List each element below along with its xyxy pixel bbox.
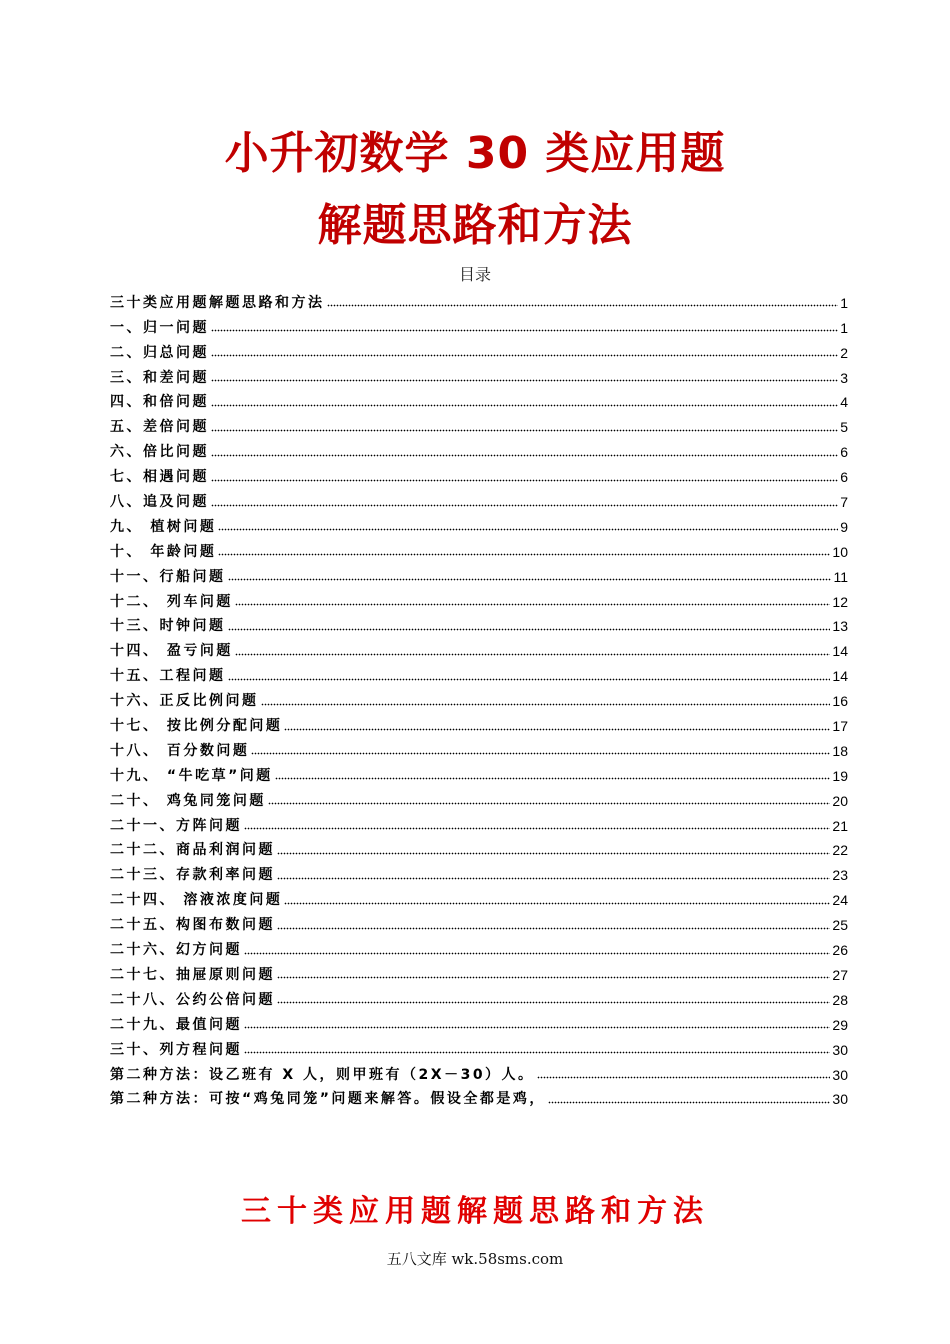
toc-entry-page: 22 [832,842,848,859]
toc-entry[interactable] [110,785,848,810]
toc-entry-label: 三十类应用题解题思路和方法 [110,294,325,311]
toc-entry-label: 二十四、 溶液浓度问题 [110,892,283,909]
toc-entry[interactable] [110,735,848,760]
toc-entry[interactable] [110,934,848,959]
toc-entry-label: 五、差倍问题 [110,419,209,436]
toc-dot-leader [218,553,830,557]
toc-entry-page: 16 [832,693,848,710]
toc-entry-page: 18 [832,742,848,759]
toc-entry-page: 12 [832,593,848,610]
toc-entry-page: 20 [832,792,848,809]
toc-entry[interactable] [110,561,848,586]
document-title-line1: 小升初数学 30 类应用题 [224,128,726,179]
toc-entry[interactable] [110,1059,848,1084]
toc-entry-label: 二十三、存款利率问题 [110,867,275,884]
toc-dot-leader [277,851,830,855]
toc-entry[interactable] [110,337,848,362]
document-title-line2: 解题思路和方法 [317,200,633,251]
toc-entry-label: 十二、 列车问题 [110,593,233,610]
toc-entry-label: 十七、 按比例分配问题 [110,718,283,735]
toc-entry-page: 24 [832,892,848,909]
toc-entry[interactable] [110,909,848,934]
toc-dot-leader [228,627,831,631]
toc-entry[interactable] [110,486,848,511]
toc-entry-page: 19 [832,767,848,784]
toc-entry[interactable] [110,287,848,312]
toc-dot-leader [244,1051,830,1055]
toc-dot-leader [537,1076,831,1080]
toc-dot-leader [244,827,830,831]
toc-entry[interactable] [110,436,848,461]
toc-entry-label: 十六、正反比例问题 [110,693,259,710]
toc-entry-page: 13 [832,618,848,635]
toc-entry-page: 10 [832,543,848,560]
toc-dot-leader [211,503,838,507]
toc-entry[interactable] [110,810,848,835]
toc-entry-label: 第二种方法：可按“鸡兔同笼”问题来解答。假设全都是鸡， [110,1091,546,1108]
toc-entry-page: 5 [840,419,848,436]
toc-dot-leader [284,727,830,731]
toc-dot-leader [211,354,838,358]
toc-entry-page: 3 [840,369,848,386]
toc-entry-page: 11 [833,568,848,585]
toc-entry[interactable] [110,660,848,685]
toc-entry[interactable] [110,884,848,909]
toc-entry-label: 六、倍比问题 [110,444,209,461]
toc-entry-page: 7 [840,494,848,511]
toc-entry-label: 二十九、最值问题 [110,1016,242,1033]
section-title: 三十类应用题解题思路和方法 [241,1194,709,1229]
toc-entry[interactable] [110,586,848,611]
toc-dot-leader [211,403,838,407]
toc-entry[interactable] [110,984,848,1009]
toc-entry[interactable] [110,685,848,710]
toc-dot-leader [277,876,830,880]
toc-entry-page: 2 [840,344,848,361]
toc-dot-leader [211,428,838,432]
toc-entry-page: 30 [832,1066,848,1083]
toc-entry[interactable] [110,1084,848,1109]
toc-entry-page: 30 [832,1091,848,1108]
toc-dot-leader [284,901,830,905]
toc-entry[interactable] [110,362,848,387]
toc-dot-leader [235,652,831,656]
toc-entry-label: 十三、时钟问题 [110,618,226,635]
toc-entry-page: 28 [832,991,848,1008]
toc-entry-label: 第二种方法：设乙班有 X 人，则甲班有（2X－30）人。 [110,1066,535,1083]
toc-entry-label: 十九、 “牛吃草”问题 [110,767,273,784]
toc-entry-label: 二十八、公约公倍问题 [110,991,275,1008]
toc-dot-leader [228,677,831,681]
toc-dot-leader [211,453,838,457]
toc-entry-label: 十、 年龄问题 [110,543,217,560]
toc-entry[interactable] [110,511,848,536]
toc-dot-leader [277,926,830,930]
toc-entry-label: 七、相遇问题 [110,469,209,486]
toc-dot-leader [251,752,830,756]
toc-dot-leader [327,304,839,308]
toc-entry[interactable] [110,411,848,436]
toc-dot-leader [228,578,832,582]
toc-dot-leader [548,1100,831,1104]
toc-entry-label: 十八、 百分数问题 [110,742,250,759]
toc-entry-label: 十一、行船问题 [110,568,226,585]
toc-dot-leader [218,528,838,532]
toc-dot-leader [211,329,838,333]
toc-entry[interactable] [110,959,848,984]
toc-entry-page: 30 [832,1041,848,1058]
toc-entry[interactable] [110,536,848,561]
toc-entry-label: 十四、 盈亏问题 [110,643,233,660]
toc-entry-label: 二十七、抽屉原则问题 [110,966,275,983]
toc-dot-leader [261,702,831,706]
toc-entry[interactable] [110,387,848,412]
toc-entry-page: 29 [832,1016,848,1033]
toc-entry-page: 27 [832,966,848,983]
toc-entry-page: 17 [832,718,848,735]
toc-dot-leader [244,951,830,955]
toc-dot-leader [275,777,831,781]
toc-entry-label: 二十五、构图布数问题 [110,917,275,934]
toc-entry-label: 二、归总问题 [110,344,209,361]
toc-entry-page: 23 [832,867,848,884]
toc-dot-leader [211,478,838,482]
toc-dot-leader [235,603,831,607]
toc-dot-leader [268,802,831,806]
toc-entry-page: 4 [840,394,848,411]
toc-entry-label: 二十、 鸡兔同笼问题 [110,792,266,809]
toc-entry-label: 九、 植树问题 [110,518,217,535]
toc-entry[interactable] [110,760,848,785]
footer-watermark: 五八文库 wk.58sms.com [386,1250,564,1268]
toc-dot-leader [277,976,830,980]
table-of-contents [110,287,848,1108]
toc-entry[interactable] [110,710,848,735]
toc-entry[interactable] [110,635,848,660]
toc-entry[interactable] [110,859,848,884]
toc-entry[interactable] [110,461,848,486]
toc-entry-page: 9 [840,518,848,535]
toc-entry-label: 十五、工程问题 [110,668,226,685]
toc-dot-leader [244,1026,830,1030]
toc-entry-label: 三十、列方程问题 [110,1041,242,1058]
toc-entry-page: 1 [840,294,848,311]
toc-entry-page: 6 [840,469,848,486]
toc-entry[interactable] [110,312,848,337]
toc-entry-label: 二十二、商品利润问题 [110,842,275,859]
toc-entry-label: 八、追及问题 [110,494,209,511]
toc-entry[interactable] [110,611,848,636]
toc-dot-leader [277,1001,830,1005]
toc-entry[interactable] [110,835,848,860]
toc-entry-label: 三、和差问题 [110,369,209,386]
toc-entry[interactable] [110,1009,848,1034]
toc-entry-page: 6 [840,444,848,461]
toc-entry-page: 1 [840,319,848,336]
toc-entry-page: 21 [832,817,848,834]
toc-entry-page: 25 [832,917,848,934]
toc-entry-label: 四、和倍问题 [110,394,209,411]
toc-entry-page: 26 [832,942,848,959]
toc-entry-label: 一、归一问题 [110,319,209,336]
toc-heading: 目录 [458,265,491,284]
toc-entry[interactable] [110,1034,848,1059]
toc-entry-label: 二十一、方阵问题 [110,817,242,834]
toc-entry-page: 14 [832,668,848,685]
toc-entry-page: 14 [832,643,848,660]
toc-dot-leader [211,379,838,383]
toc-entry-label: 二十六、幻方问题 [110,942,242,959]
